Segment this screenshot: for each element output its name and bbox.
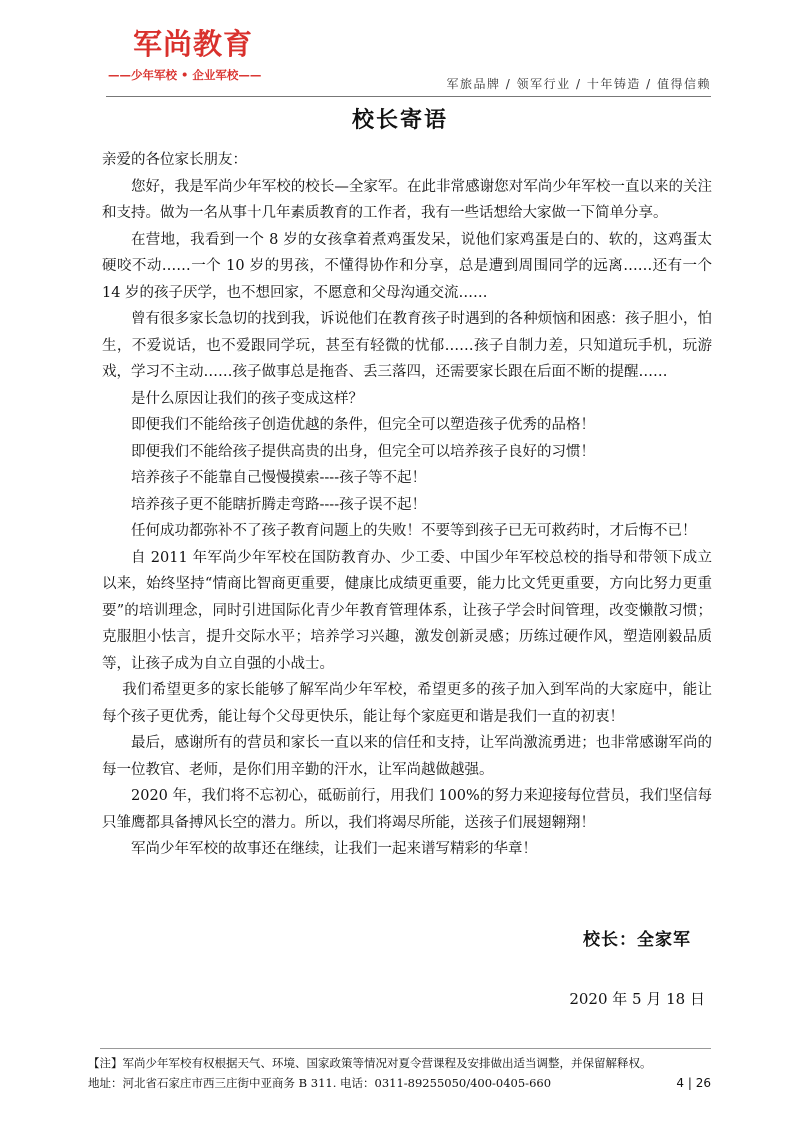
paragraph: 您好，我是军尚少年军校的校长—全家军。在此非常感谢您对军尚少年军校一直以来的关注和支持。做为一名从事十几年素质教育的工作者，我有一些话想给大家做一下简单分享。 (102, 178, 712, 221)
footer-address: 地址：河北省石家庄市西三庄街中亚商务 B 311. 电话：0311-89255050/400-0405-660 (88, 1076, 552, 1090)
letter-body (102, 147, 712, 863)
paragraph: 在营地，我看到一个 8 岁的女孩拿着煮鸡蛋发呆，说他们家鸡蛋是白的、软的，这鸡蛋太硬咬不动……一个 10 岁的男孩，不懂得协作和分享，总是遭到周围同学的远离……还有一个 14 岁的孩子厌学，也不想回家，不愿意和父母沟通交流…… (102, 231, 712, 301)
paragraph: 自 2011 年军尚少年军校在国防教育办、少工委、中国少年军校总校的指导和带领下成立以来，始终坚持“情商比智商更重要，健康比成绩更重要，能力比文凭更重要，方向比努力更重要”的培训理念，同时引进国际化青少年教育管理体系，让孩子学会时间管理，改变懒散习惯；克服胆小怯言，提升交际水平；培养学习兴趣，激发创新灵感；历练过硬作风，塑造刚毅品质等，让孩子成为自立自强的小战士。 (102, 549, 712, 672)
signature: 校长：全家军 (583, 930, 691, 950)
letter-date: 2020 年 5 月 18 日 (569, 990, 705, 1008)
paragraph: 培养孩子不能靠自己慢慢摸索----孩子等不起！ (131, 470, 427, 486)
paragraph: 2020 年，我们将不忘初心，砥砺前行，用我们 100%的努力来迎接每位营员，我们坚信每只雏鹰都具备搏风长空的潜力。所以，我们将竭尽所能，送孩子们展翅翱翔！ (102, 788, 712, 831)
header-slogan: 军旅品牌 / 领军行业 / 十年铸造 / 值得信赖 (446, 77, 711, 91)
logo-subtitle: ——少年军校 • 企业军校—— (108, 68, 262, 82)
paragraph: 最后，感谢所有的营员和家长一直以来的信任和支持，让军尚激流勇进；也非常感谢军尚的每一位教官、老师，是你们用辛勤的汗水，让军尚越做越强。 (102, 735, 712, 778)
paragraph: 我们希望更多的家长能够了解军尚少年军校，希望更多的孩子加入到军尚的大家庭中，能让每个孩子更优秀，能让每个父母更快乐，能让每个家庭更和谐是我们一直的初衷！ (102, 682, 712, 725)
footer-divider (100, 1048, 711, 1049)
paragraph: 是什么原因让我们的孩子变成这样？ (131, 390, 363, 407)
salutation: 亲爱的各位家长朋友： (102, 152, 247, 168)
paragraph: 任何成功都弥补不了孩子教育问题上的失败！不要等到孩子已无可救药时，才后悔不已！ (131, 523, 697, 539)
paragraph: 军尚少年军校的故事还在继续，让我们一起来谱写精彩的华章！ (131, 841, 537, 857)
footer-note: 【注】军尚少年军校有权根据天气、环境、国家政策等情况对夏令营课程及安排做出适当调整，并保留解释权。 (88, 1056, 652, 1070)
logo-title: 军尚教育 (133, 27, 254, 61)
header-divider (106, 96, 711, 97)
paragraph: 即便我们不能给孩子创造优越的条件，但完全可以塑造孩子优秀的品格！ (131, 417, 595, 433)
paragraph: 培养孩子更不能瞎折腾走弯路----孩子误不起！ (131, 496, 427, 513)
page-number: 4 | 26 (676, 1076, 711, 1090)
paragraph: 曾有很多家长急切的找到我，诉说他们在教育孩子时遇到的各种烦恼和困惑：孩子胆小，怕生，不爱说话，也不爱跟同学玩，甚至有轻微的忧郁……孩子自制力差，只知道玩手机，玩游戏，学习不主动……孩子做事总是拖沓、丢三落四，还需要家长跟在后面不断的提醒…… (102, 311, 712, 380)
paragraph: 即便我们不能给孩子提供高贵的出身，但完全可以培养孩子良好的习惯！ (131, 443, 595, 460)
page-title: 校长寄语 (351, 107, 448, 133)
